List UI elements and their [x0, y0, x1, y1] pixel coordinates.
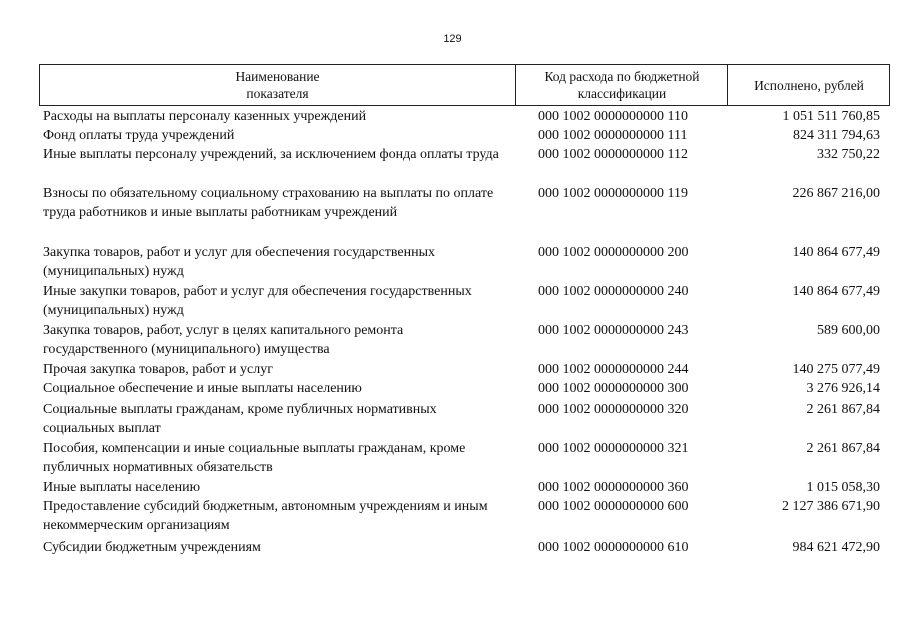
row-code: 000 1002 0000000000 119 [538, 186, 688, 201]
row-code: 000 1002 0000000000 200 [538, 245, 689, 260]
row-name: Прочая закупка товаров, работ и услуг [43, 362, 273, 377]
row-amount: 2 127 386 671,90 [782, 499, 880, 514]
row-name: Предоставление субсидий бюджетным, автономным учреждениям и иным некоммерческим организациям [43, 499, 488, 533]
row-name: Субсидии бюджетным учреждениям [43, 540, 261, 555]
row-code: 000 1002 0000000000 600 [538, 499, 689, 514]
header-amount-cell [727, 65, 890, 105]
row-code: 000 1002 0000000000 360 [538, 480, 689, 495]
row-code: 000 1002 0000000000 610 [538, 540, 689, 555]
row-name: Иные выплаты населению [43, 480, 201, 495]
row-amount: 2 261 867,84 [806, 441, 880, 456]
row-code: 000 1002 0000000000 243 [538, 323, 689, 338]
page-number: 129 [443, 33, 462, 45]
row-amount: 589 600,00 [817, 323, 880, 338]
row-name: Социальное обеспечение и иные выплаты населению [43, 381, 362, 396]
row-amount: 1 015 058,30 [806, 480, 880, 495]
header-name-label: Наименование показателя [235, 69, 320, 101]
row-name: Иные выплаты персоналу учреждений, за исключением фонда оплаты труда [43, 147, 499, 162]
header-name-cell [40, 65, 515, 105]
row-amount: 3 276 926,14 [806, 381, 880, 396]
row-amount: 2 261 867,84 [806, 402, 880, 417]
row-amount: 140 864 677,49 [792, 284, 880, 299]
row-amount: 332 750,22 [817, 147, 880, 162]
row-name: Пособия, компенсации и иные социальные выплаты гражданам, кроме публичных нормативных обязательств [43, 441, 466, 475]
row-name: Закупка товаров, работ и услуг для обеспечения государственных (муниципальных) нужд [43, 245, 436, 279]
row-name: Взносы по обязательному социальному страхованию на выплаты по оплате труда работников и иные выплаты работникам учреждений [43, 186, 494, 220]
row-code: 000 1002 0000000000 110 [538, 109, 688, 124]
row-amount: 226 867 216,00 [792, 186, 880, 201]
row-code: 000 1002 0000000000 321 [538, 441, 689, 456]
row-code: 000 1002 0000000000 111 [538, 128, 688, 143]
row-amount: 824 311 794,63 [793, 128, 880, 143]
row-amount: 1 051 511 760,85 [782, 109, 880, 124]
row-code: 000 1002 0000000000 300 [538, 381, 689, 396]
row-name: Расходы на выплаты персоналу казенных учреждений [43, 109, 367, 124]
row-name: Закупка товаров, работ, услуг в целях капитального ремонта государственного (муниципального) имущества [43, 323, 404, 357]
header-code-cell [515, 65, 728, 105]
row-amount: 140 275 077,49 [792, 362, 880, 377]
row-name: Иные закупки товаров, работ и услуг для обеспечения государственных (муниципальных) нужд [43, 284, 472, 318]
header-amount-label: Исполнено, рублей [754, 77, 864, 93]
row-name: Социальные выплаты гражданам, кроме публичных нормативных социальных выплат [43, 402, 437, 436]
row-code: 000 1002 0000000000 240 [538, 284, 689, 299]
row-amount: 140 864 677,49 [792, 245, 880, 260]
row-code: 000 1002 0000000000 112 [538, 147, 688, 162]
row-amount: 984 621 472,90 [792, 540, 880, 555]
row-name: Фонд оплаты труда учреждений [43, 128, 235, 143]
table-header [39, 64, 890, 106]
header-code-label: Код расхода по бюджетной классификации [544, 69, 700, 101]
row-code: 000 1002 0000000000 320 [538, 402, 689, 417]
row-code: 000 1002 0000000000 244 [538, 362, 689, 377]
